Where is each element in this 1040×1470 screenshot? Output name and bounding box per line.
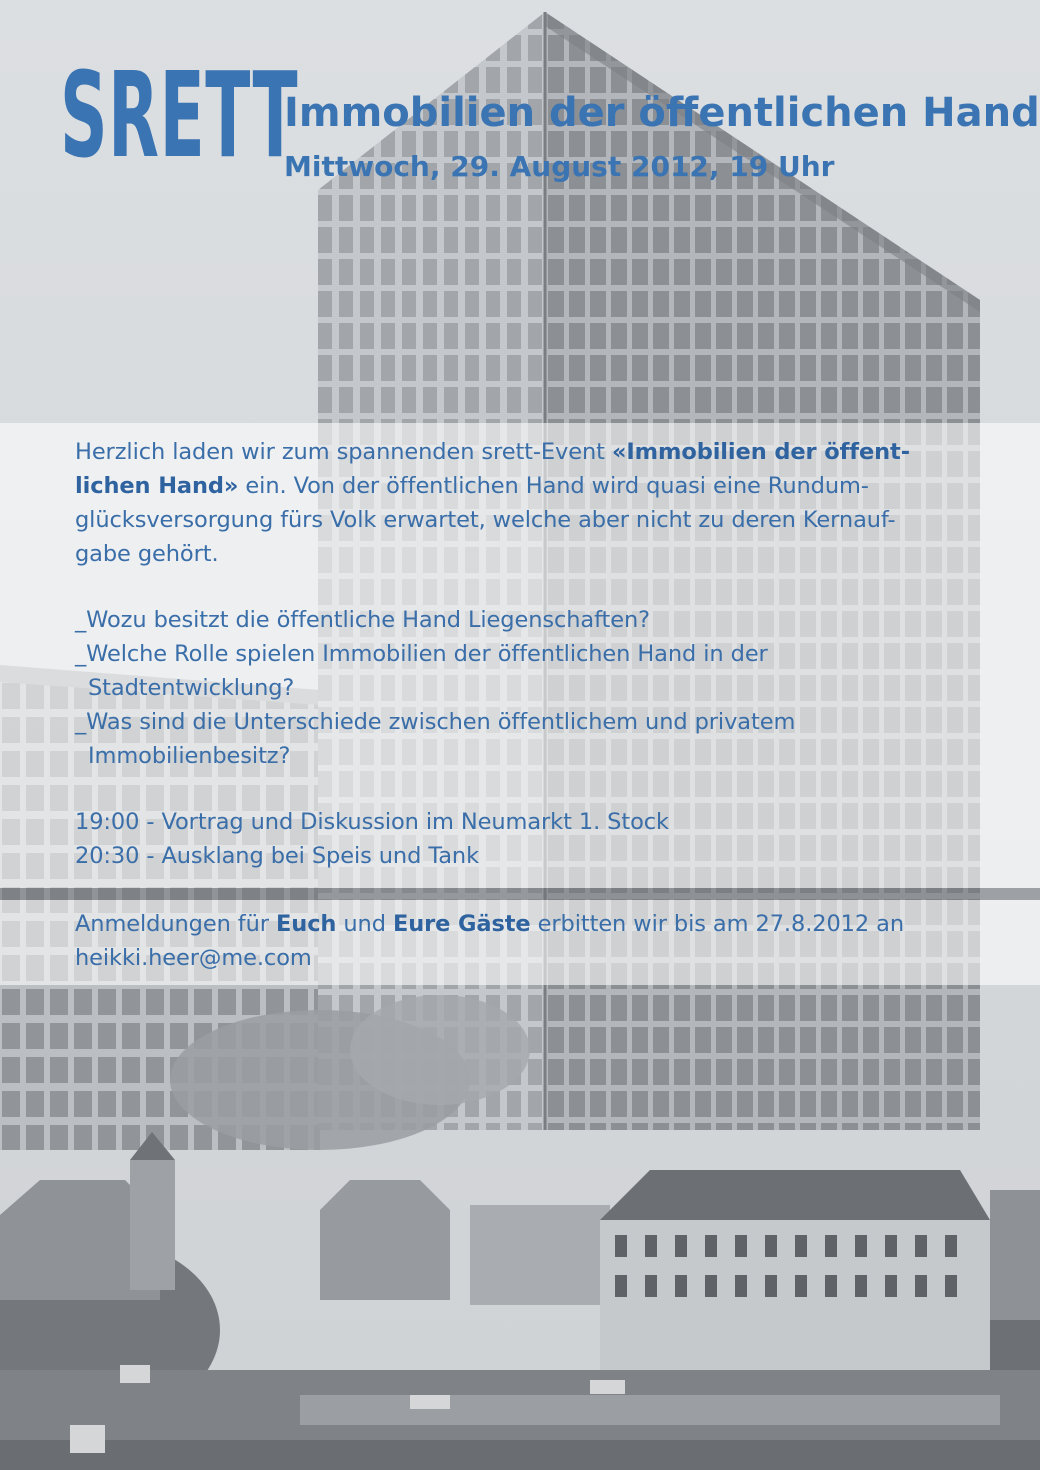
intro-line-4: gabe gehört. — [75, 541, 219, 567]
registration-text: Anmeldungen für Euch und Eure Gäste erbitten wir bis am 27.8.2012 an — [75, 911, 905, 937]
event-title: Immobilien der öffentlichen Hand — [284, 90, 1040, 136]
event-date: Mittwoch, 29. August 2012, 19 Uhr — [284, 150, 835, 183]
intro-line-1: Herzlich laden wir zum spannenden srett-Event «Immobilien der öffent- — [75, 439, 910, 465]
registration-email[interactable]: heikki.heer@me.com — [75, 945, 312, 971]
intro-line-2: lichen Hand» ein. Von der öffentlichen Hand wird quasi eine Rundum- — [75, 473, 869, 499]
srett-logo: SRETT — [60, 46, 299, 184]
intro-line-3: glücksversorgung fürs Volk erwartet, welche aber nicht zu deren Kernauf- — [75, 507, 896, 533]
question-3-cont: Immobilienbesitz? — [88, 743, 291, 769]
schedule-item: 19:00 - Vortrag und Diskussion im Neumarkt 1. Stock — [75, 809, 669, 835]
question-2: _Welche Rolle spielen Immobilien der öffentlichen Hand in der — [75, 641, 768, 667]
schedule-item: 20:30 - Ausklang bei Speis und Tank — [75, 843, 480, 869]
question-3: _Was sind die Unterschiede zwischen öffentlichem und privatem — [75, 709, 796, 735]
question-2-cont: Stadtentwicklung? — [88, 675, 295, 701]
question-1: _Wozu besitzt die öffentliche Hand Liegenschaften? — [75, 607, 651, 633]
